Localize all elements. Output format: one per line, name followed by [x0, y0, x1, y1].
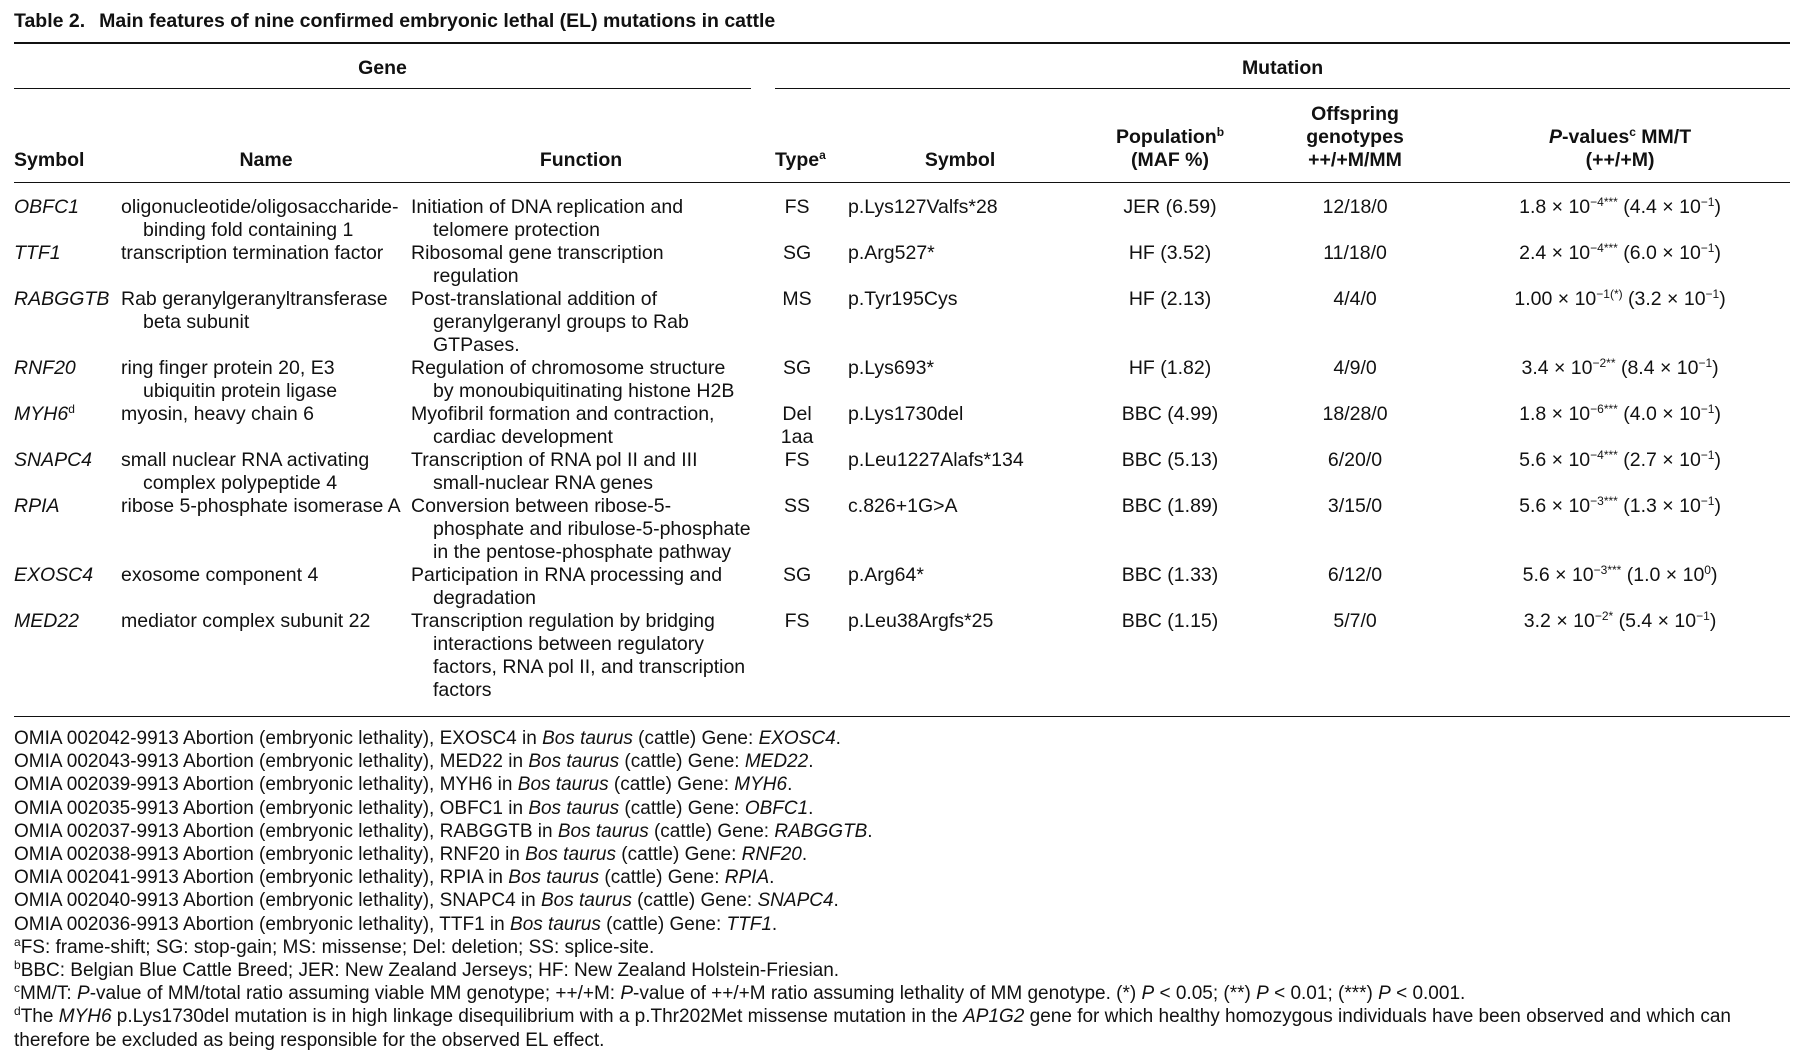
mutation-symbol-cell: c.826+1G>A — [848, 495, 958, 517]
genotypes-cell: 3/15/0 — [1327, 495, 1383, 517]
mutation-type-cell: SS — [784, 495, 811, 517]
gene-symbol-cell: RPIA — [14, 495, 60, 517]
table-row — [14, 403, 1790, 449]
mutation-symbol-cell: p.Lys693* — [848, 357, 935, 379]
table-caption — [14, 8, 1790, 34]
mutations-table — [14, 44, 1790, 716]
omia-entry: OMIA 002043-9913 Abortion (embryonic lethality), MED22 in Bos taurus (cattle) Gene: MED22. — [14, 751, 814, 773]
genotypes-cell: 11/18/0 — [1323, 242, 1387, 264]
gene-function-cell: Initiation of DNA replication and telomere protection — [411, 196, 684, 241]
table-title: Main features of nine confirmed embryonic lethal (EL) mutations in cattle — [99, 10, 776, 32]
gene-function-cell: Participation in RNA processing and degradation — [411, 564, 723, 609]
table-row — [14, 242, 1790, 288]
table-page — [14, 0, 1790, 1052]
col-type: Type$^a$ — [775, 148, 826, 171]
col-function: Function — [539, 149, 623, 171]
mutation-symbol-cell: p.Tyr195Cys — [848, 288, 958, 310]
gene-function-cell: Regulation of chromosome structure by monoubiquitinating histone H2B — [411, 357, 735, 402]
table-notes — [14, 717, 1790, 1052]
group-header-row — [14, 44, 1790, 89]
population-cell: HF (2.13) — [1128, 288, 1212, 310]
column-header-row — [14, 89, 1790, 183]
omia-entry: OMIA 002038-9913 Abortion (embryonic lethality), RNF20 in Bos taurus (cattle) Gene: RNF20. — [14, 844, 808, 866]
omia-list — [14, 727, 1790, 936]
mutation-symbol-cell: p.Leu1227Alafs*134 — [848, 449, 1024, 471]
gene-function-cell: Ribosomal gene transcription regulation — [411, 242, 664, 287]
genotypes-cell: 12/18/0 — [1322, 196, 1388, 218]
gene-name-cell: oligonucleotide/oligosaccharide-binding fold containing 1 — [121, 196, 399, 241]
genotypes-cell: 6/20/0 — [1327, 449, 1383, 471]
gene-symbol-cell: RABGGTB — [14, 288, 110, 310]
population-cell: BBC (5.13) — [1121, 449, 1219, 471]
pvalue-cell: $3.2 \times 10^{-2*}$ $(5.4 \times 10^{-1})$ — [1523, 609, 1717, 632]
gene-function-cell: Post-translational addition of geranylgeranyl groups to Rab GTPases. — [411, 288, 689, 356]
population-cell: HF (1.82) — [1128, 357, 1212, 379]
pvalue-cell: $1.8 \times 10^{-4***}$ $(4.4 \times 10^{-1})$ — [1519, 195, 1721, 218]
omia-entry: OMIA 002037-9913 Abortion (embryonic lethality), RABGGTB in Bos taurus (cattle) Gene: RABGGTB. — [14, 820, 873, 842]
gene-name-cell: ribose 5-phosphate isomerase A — [121, 495, 401, 517]
gene-name-cell: small nuclear RNA activating complex polypeptide 4 — [121, 449, 370, 494]
table-row — [14, 183, 1790, 243]
table-row — [14, 610, 1790, 716]
gene-name-cell: ring finger protein 20, E3 ubiquitin protein ligase — [121, 357, 338, 402]
mutation-symbol-cell: p.Lys127Valfs*28 — [848, 196, 998, 218]
gene-symbol-cell: SNAPC4 — [14, 449, 93, 471]
col-population: Population$^b$ (MAF %) — [1115, 125, 1225, 171]
gene-symbol-cell: MED22 — [14, 610, 80, 632]
gene-symbol-cell: EXOSC4 — [14, 564, 94, 586]
mutation-symbol-cell: p.Arg527* — [848, 242, 935, 264]
population-cell: BBC (1.33) — [1121, 564, 1219, 586]
gene-function-cell: Transcription regulation by bridging interactions between regulatory factors, RNA pol II, and transcription factors — [411, 610, 746, 701]
genotypes-cell: 18/28/0 — [1322, 403, 1388, 425]
mutation-symbol-cell: p.Arg64* — [848, 564, 924, 586]
table-row — [14, 449, 1790, 495]
footnote-c: $^c$MM/T: P-value of MM/total ratio assuming viable MM genotype; ++/+M: P-value of ++/+M ratio assuming lethality of MM genotype. (*) P < 0.05; (**) P < 0.01; (***) P < 0.001. — [14, 981, 1466, 1005]
population-cell: BBC (4.99) — [1121, 403, 1219, 425]
col-symbol: Symbol — [14, 149, 85, 171]
gene-function-cell: Conversion between ribose-5-phosphate and ribulose-5-phosphate in the pentose-phosphate pathway — [411, 495, 751, 563]
gene-function-cell: Transcription of RNA pol II and III small-nuclear RNA genes — [411, 449, 698, 494]
omia-entry: OMIA 002036-9913 Abortion (embryonic lethality), TTF1 in Bos taurus (cattle) Gene: TTF1. — [14, 913, 778, 935]
omia-entry: OMIA 002035-9913 Abortion (embryonic lethality), OBFC1 in Bos taurus (cattle) Gene: OBFC1. — [14, 797, 814, 819]
mutation-type-cell: SG — [782, 242, 812, 264]
gene-name-cell: transcription termination factor — [121, 242, 384, 264]
col-mut-symbol: Symbol — [924, 149, 996, 171]
omia-entry: OMIA 002039-9913 Abortion (embryonic lethality), MYH6 in Bos taurus (cattle) Gene: MYH6. — [14, 774, 793, 796]
gene-symbol-cell: TTF1 — [14, 242, 61, 264]
gene-name-cell: exosome component 4 — [121, 564, 319, 586]
mutation-type-cell: FS — [784, 449, 810, 471]
gene-name-cell: myosin, heavy chain 6 — [121, 403, 314, 425]
genotypes-cell: 4/9/0 — [1333, 357, 1377, 379]
pvalue-cell: $3.4 \times 10^{-2**}$ $(8.4 \times 10^{-1})$ — [1521, 356, 1719, 379]
omia-entry: OMIA 002040-9913 Abortion (embryonic lethality), SNAPC4 in Bos taurus (cattle) Gene: SNAPC4. — [14, 890, 839, 912]
mutation-type-cell: SG — [782, 357, 812, 379]
gene-symbol-cell: OBFC1 — [14, 196, 80, 218]
table-row — [14, 357, 1790, 403]
mutation-type-cell: MS — [782, 288, 812, 310]
mutation-symbol-cell: p.Lys1730del — [848, 403, 964, 425]
omia-entry: OMIA 002041-9913 Abortion (embryonic lethality), RPIA in Bos taurus (cattle) Gene: RPIA. — [14, 867, 775, 889]
gene-name-cell: mediator complex subunit 22 — [121, 610, 371, 632]
footnote-d: $^d$The MYH6 p.Lys1730del mutation is in high linkage disequilibrium with a p.Thr202Met missense mutation in the AP1G2 gene for which healthy homozygous individuals have been observed and which can therefore be excluded as being responsible for the observed EL effect. — [14, 1004, 1731, 1051]
mutation-symbol-cell: p.Leu38Argfs*25 — [848, 610, 994, 632]
gene-function-cell: Myofibril formation and contraction, cardiac development — [411, 403, 715, 448]
pvalue-cell: $5.6 \times 10^{-3***}$ $(1.3 \times 10^{-1})$ — [1519, 494, 1721, 517]
population-cell: HF (3.52) — [1128, 242, 1212, 264]
mutation-type-cell: SG — [782, 564, 812, 586]
table-row — [14, 495, 1790, 564]
col-name: Name — [239, 149, 293, 171]
genotypes-cell: 6/12/0 — [1327, 564, 1383, 586]
gene-symbol-cell: MYH6$^d$ — [14, 402, 75, 425]
mutation-type-cell: Del 1aa — [780, 403, 814, 448]
gene-symbol-cell: RNF20 — [14, 357, 76, 379]
col-pvalues: P-values$^c$ MM/T (++/+M) — [1548, 125, 1692, 171]
mutation-type-cell: FS — [784, 610, 810, 632]
omia-entry: OMIA 002042-9913 Abortion (embryonic lethality), EXOSC4 in Bos taurus (cattle) Gene: EXOSC4. — [14, 728, 841, 749]
genotypes-cell: 4/4/0 — [1333, 288, 1377, 310]
table-body — [14, 183, 1790, 717]
group-gene: Gene — [14, 44, 751, 89]
population-cell: JER (6.59) — [1123, 196, 1217, 218]
gene-name-cell: Rab geranylgeranyltransferase beta subunit — [121, 288, 388, 333]
table-label: Table 2. — [14, 10, 86, 32]
pvalue-cell: $5.6 \times 10^{-4***}$ $(2.7 \times 10^{-1})$ — [1519, 448, 1721, 471]
pvalue-cell: $5.6 \times 10^{-3***}$ $(1.0 \times 10^0)$ — [1522, 563, 1718, 586]
population-cell: BBC (1.15) — [1121, 610, 1219, 632]
footnote-a: $^a$FS: frame-shift; SG: stop-gain; MS: missense; Del: deletion; SS: splice-site. — [14, 934, 655, 958]
pvalue-cell: $1.00 \times 10^{-1(*)}$ $(3.2 \times 10^{-1})$ — [1514, 287, 1726, 310]
table-row — [14, 288, 1790, 357]
mutation-type-cell: FS — [784, 196, 810, 218]
pvalue-cell: $1.8 \times 10^{-6***}$ $(4.0 \times 10^{-1})$ — [1519, 402, 1721, 425]
pvalue-cell: $2.4 \times 10^{-4***}$ $(6.0 \times 10^{-1})$ — [1519, 241, 1721, 264]
table-row — [14, 564, 1790, 610]
group-mutation: Mutation — [775, 44, 1790, 89]
genotypes-cell: 5/7/0 — [1333, 610, 1377, 632]
col-offspring: Offspring genotypes ++/+M/MM — [1306, 103, 1404, 171]
population-cell: BBC (1.89) — [1121, 495, 1219, 517]
footnote-b: $^b$BBC: Belgian Blue Cattle Breed; JER: New Zealand Jerseys; HF: New Zealand Holstein-Friesian. — [14, 958, 840, 982]
